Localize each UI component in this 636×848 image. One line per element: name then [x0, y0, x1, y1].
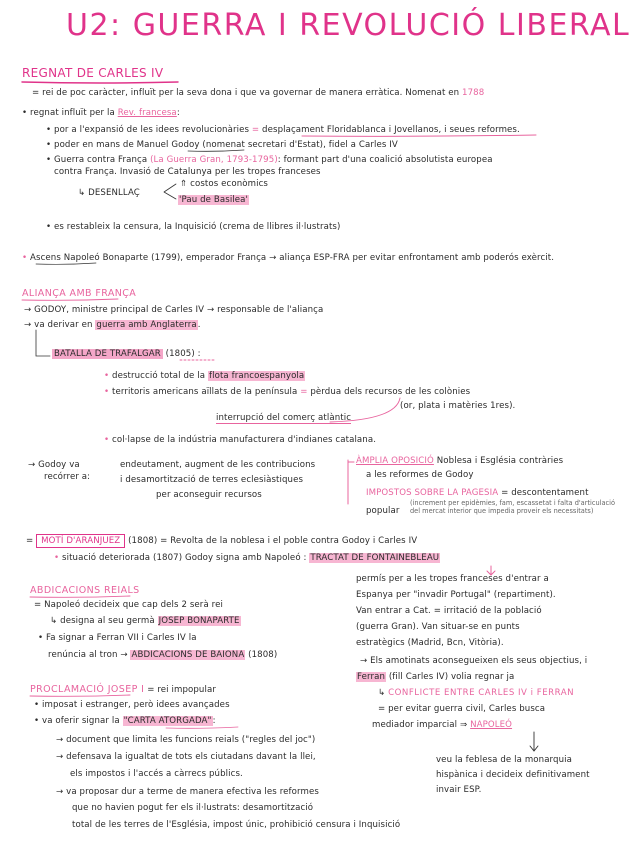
right-10: mediador imparcial ⇒ NAPOLEÓ [372, 720, 513, 730]
right-11: veu la feblesa de la monarquia [436, 755, 572, 765]
proc-1: • imposat i estranger, però idees avançades [34, 700, 230, 710]
right-7: Ferran (fill Carles IV) volia regnar ja [357, 672, 515, 682]
right-4: (guerra Gran). Van situar-se en punts [356, 622, 520, 632]
underline-carta [166, 727, 238, 728]
trafalgar-3: • col·lapse de la indústria manufacturera d'indianes catalana. [104, 435, 377, 445]
proc-7: que no havien pogut fer els il·lustrats: desamortització [72, 803, 314, 813]
alianca-line-2: → va derivar en guerra amb Anglaterra. [24, 320, 201, 330]
underline-godoy [188, 150, 244, 151]
trafalgar-2: • territoris americans aïllats de la península = pèrdua dels recursos de les colònies [104, 387, 471, 397]
proc-5: els impostos i l'accés a càrrecs públics. [70, 769, 243, 779]
trafalgar-arrow [36, 330, 50, 356]
heading-regnat-carles-iv: REGNAT DE CARLES IV [22, 66, 164, 80]
impostos-line: IMPOSTOS SOBRE LA PAGESIA = descontentament [366, 488, 589, 498]
page-title: U2: GUERRA I REVOLUCIÓ LIBERAL [66, 8, 631, 43]
regnat-bullet-2: • poder en mans de Manuel Godoy (nomenat secretari d'Estat), fidel a Carles IV [46, 140, 398, 150]
godoy-recursos-3: per aconseguir recursos [156, 490, 262, 500]
right-13: invair ESP. [436, 785, 482, 795]
regnat-bullet-5: • Ascens Napoleó Bonaparte (1799), emperador França → aliança ESP-FRA per evitar enfrontament amb poderós exèrcit. [22, 253, 555, 263]
tractat-fontainebleau: TRACTAT DE FONTAINEBLEAU [310, 553, 440, 563]
pau-basilea: 'Pau de Basilea' [179, 195, 249, 205]
motin-line: = MOTÍ D'ARANJUEZ (1808) = Revolta de la noblesa i el poble contra Godoy i Carles IV [26, 536, 418, 546]
costos-economics: ⇑ costos econòmics [180, 179, 268, 189]
regnat-line-1: = rei de poc caràcter, influït per la seva dona i que va governar de manera erràtica. Nomenat en 1788 [32, 88, 485, 98]
rev-francesa: Rev. francesa [117, 108, 177, 118]
underline-floridablanca [302, 135, 536, 136]
oposicio-line-2: a les reformes de Godoy [366, 470, 474, 480]
right-3: Van entrar a Cat. = irritació de la població [356, 606, 542, 616]
popular-label: popular [366, 506, 400, 516]
regnat-bullet-1: • por a l'expansió de les idees revolucionàries = desplaçament Floridablanca i Jovellanos, i seues reformes. [46, 125, 520, 135]
right-2: Espanya per "invadir Portugal" (repartiment). [356, 590, 556, 600]
right-9: = per evitar guerra civil, Carles busca [378, 704, 546, 714]
abd-4: renúncia al tron → ABDICACIONS DE BAIONA (1808) [48, 650, 278, 660]
underline-regnat [22, 82, 178, 83]
abd-3: • Fa signar a Ferran VII i Carles IV la [38, 633, 197, 643]
underline-ascens [36, 263, 96, 264]
proclamacio-line: PROCLAMACIÓ JOSEP I = rei impopular [30, 684, 216, 695]
heading-abdicacions: ABDICACIONS REIALS [30, 585, 140, 596]
godoy-recorrer: recórrer a: [44, 472, 91, 482]
trafalgar-2-interrupcio: interrupció del comerç atlàntic [216, 413, 352, 423]
desenllac-arrows [164, 184, 176, 199]
right-5: estratègics (Madrid, Bcn, Vitòria). [356, 638, 504, 648]
regnat-year: 1788 [462, 88, 485, 98]
trafalgar-1: • destrucció total de la flota francoespanyola [104, 371, 305, 381]
proc-8: total de les terres de l'Església, impost únic, prohibició censura i Inquisició [72, 820, 401, 830]
godoy-recursos-2: i desamortització de terres eclesiàstiques [120, 475, 304, 485]
abd-2: ↳ designa al seu germà JOSEP BONAPARTE [50, 616, 240, 626]
napoleo-arrow [530, 732, 538, 751]
regnat-bullet-3-cont: contra França. Invasió de Catalunya per les tropes franceses [54, 167, 321, 177]
desenllac-label: ↳ DESENLLAÇ [78, 188, 140, 198]
conflicte: ↳ CONFLICTE ENTRE CARLES IV i FERRAN [378, 688, 575, 698]
right-12: hispànica i decideix definitivament [436, 770, 590, 780]
heading-alianca: ALIANÇA AMB FRANÇA [22, 288, 137, 299]
perdua-bracket [330, 398, 400, 422]
regnat-line-2: • regnat influït per la Rev. francesa: [22, 108, 180, 118]
godoy-va: → Godoy va [28, 460, 80, 470]
proc-3: → document que limita les funcions reials ("regles del joc") [56, 735, 316, 745]
heading-proclamacio: PROCLAMACIÓ JOSEP I [30, 684, 145, 695]
tractat-arrow [487, 566, 495, 575]
underline-alianca [22, 299, 118, 300]
godoy-recursos-1: endeutament, augment de les contribucions [120, 460, 316, 470]
right-1: permís per a les tropes franceses d'entrar a [356, 574, 549, 584]
oposicio-line-1: ÀMPLIA OPOSICIÓ Noblesa i Església contràries [356, 456, 564, 466]
situacio-line: • situació deteriorada (1807) Godoy signa amb Napoleó : TRACTAT DE FONTAINEBLEAU [54, 553, 440, 563]
motin-box: MOTÍ D'ARANJUEZ [36, 534, 125, 548]
regnat-bullet-4: • es restableix la censura, la Inquisició (crema de llibres il·lustrats) [46, 222, 341, 232]
proc-6: → va proposar dur a terme de manera efectiva les reformes [56, 787, 319, 797]
underline-proclamacio [30, 695, 130, 696]
right-6: → Els amotinats aconsegueixen els seus objectius, i [360, 656, 588, 666]
abd-1: = Napoleó decideix que cap dels 2 serà rei [34, 600, 223, 610]
alianca-line-1: → GODOY, ministre principal de Carles IV → responsable de l'aliança [24, 305, 324, 315]
trafalgar-2-cont: (or, plata i matèries 1res). [400, 401, 516, 411]
regnat-bullet-3: • Guerra contra França (La Guerra Gran, 1793-1795): formant part d'una coalició absolutista europea [46, 155, 493, 165]
proc-4: → defensava la igualtat de tots els ciutadans davant la llei, [56, 752, 316, 762]
batalla-trafalgar: BATALLA DE TRAFALGAR (1805) : [54, 349, 201, 359]
underline-abdicacions [30, 596, 130, 597]
popular-note: (increment per epidèmies, fam, escassetat i falta d'articulació del mercat interior que impedia proveir els necessitats) [410, 499, 616, 515]
proc-2: • va oferir signar la "CARTA ATORGADA": [34, 716, 216, 726]
